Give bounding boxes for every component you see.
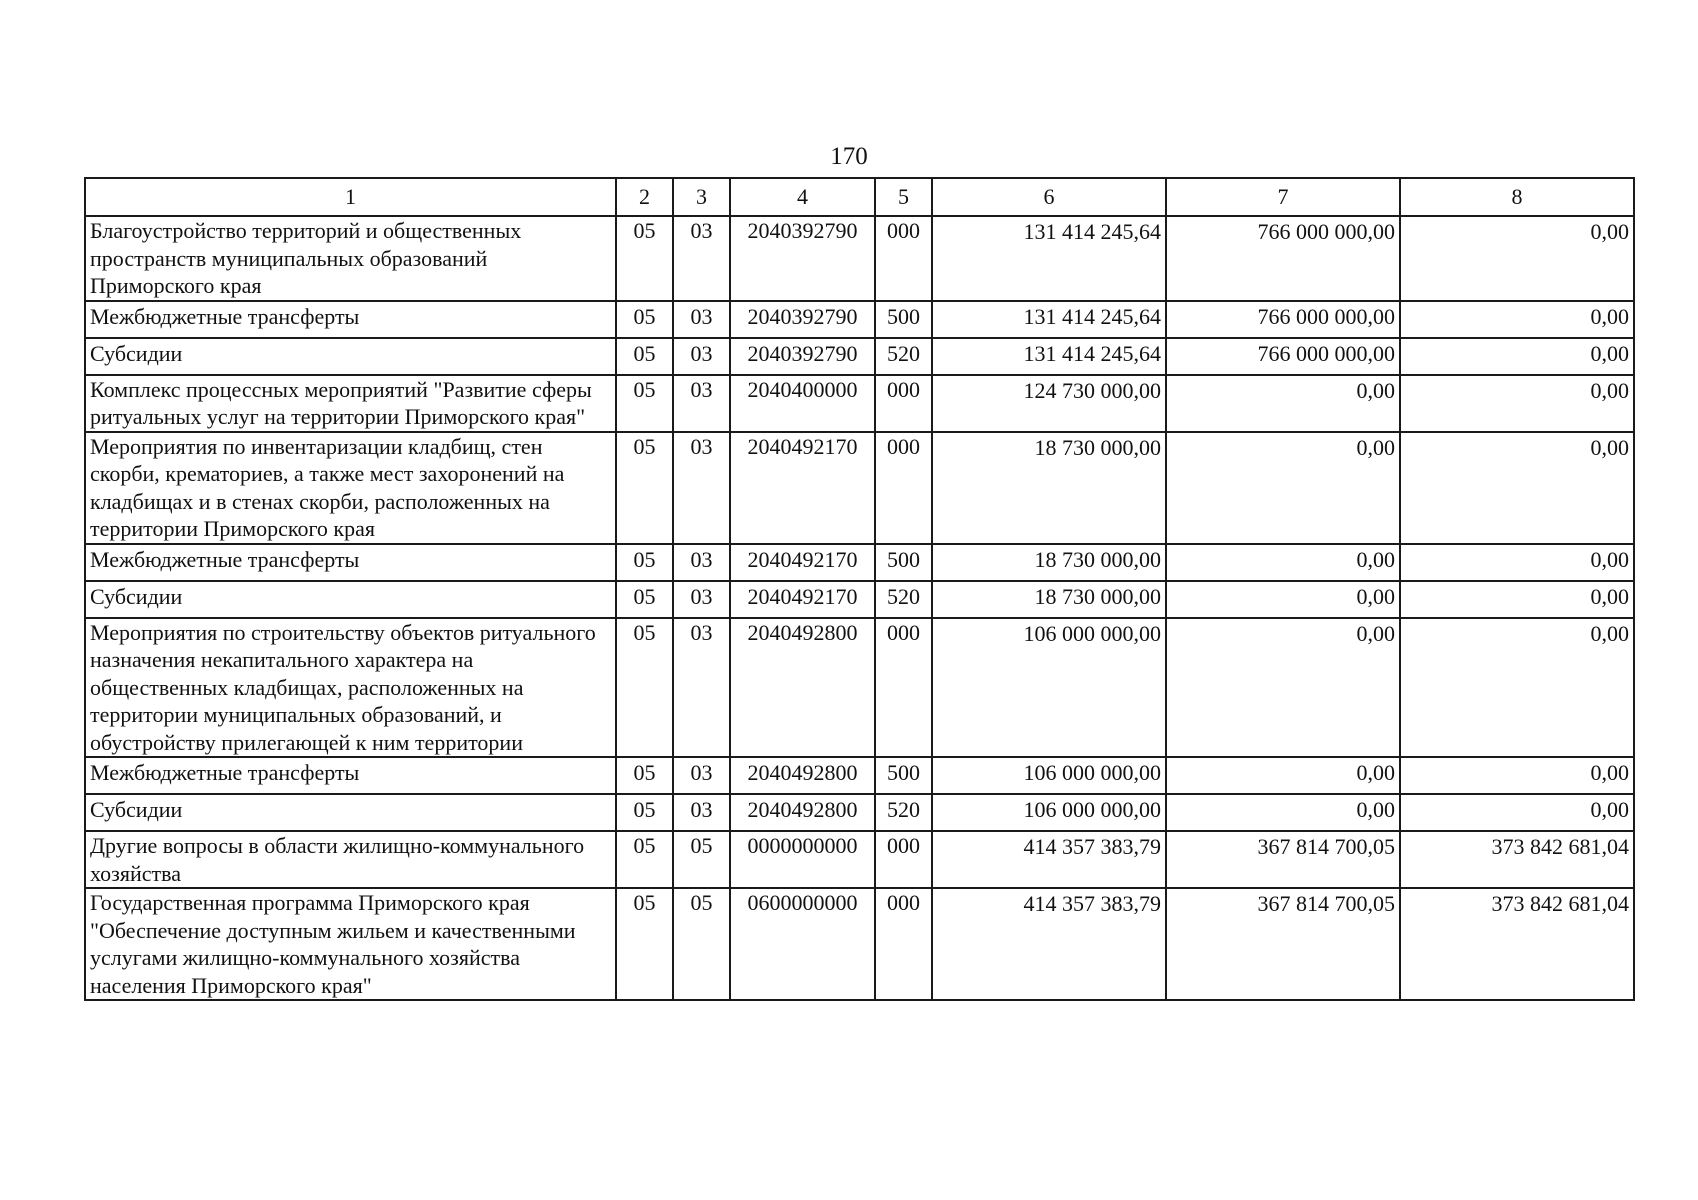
expense-type-code: 000 xyxy=(875,618,932,758)
table-row xyxy=(85,338,1634,375)
section-code: 05 xyxy=(616,831,673,888)
row-name: Благоустройство территорий и общественных пространств муниципальных образований Приморского края xyxy=(85,216,616,301)
table-row xyxy=(85,618,1634,758)
table-row xyxy=(85,794,1634,831)
amount-col8: 0,00 xyxy=(1400,338,1634,375)
amount-col6: 414 357 383,79 xyxy=(932,831,1166,888)
subsection-code: 05 xyxy=(673,888,730,1000)
subsection-code: 03 xyxy=(673,432,730,544)
row-name: Субсидии xyxy=(85,338,616,375)
amount-col8: 0,00 xyxy=(1400,544,1634,581)
header-cell: 8 xyxy=(1400,178,1634,216)
amount-col8: 0,00 xyxy=(1400,757,1634,794)
row-name: Межбюджетные трансферты xyxy=(85,301,616,338)
target-article-code: 2040392790 xyxy=(730,301,875,338)
subsection-code: 03 xyxy=(673,544,730,581)
table-row xyxy=(85,831,1634,888)
row-name: Межбюджетные трансферты xyxy=(85,757,616,794)
amount-col6: 131 414 245,64 xyxy=(932,216,1166,301)
row-name: Мероприятия по инвентаризации кладбищ, стен скорби, крематориев, а также мест захоронений на кладбищах и в стенах скорби, расположенных на территории Приморского края xyxy=(85,432,616,544)
header-cell: 6 xyxy=(932,178,1166,216)
amount-col6: 131 414 245,64 xyxy=(932,338,1166,375)
section-code: 05 xyxy=(616,544,673,581)
amount-col7: 0,00 xyxy=(1166,375,1400,432)
amount-col6: 106 000 000,00 xyxy=(932,618,1166,758)
section-code: 05 xyxy=(616,432,673,544)
amount-col6: 18 730 000,00 xyxy=(932,581,1166,618)
amount-col8: 373 842 681,04 xyxy=(1400,888,1634,1000)
amount-col7: 0,00 xyxy=(1166,432,1400,544)
target-article-code: 0600000000 xyxy=(730,888,875,1000)
section-code: 05 xyxy=(616,794,673,831)
target-article-code: 2040492800 xyxy=(730,757,875,794)
amount-col7: 0,00 xyxy=(1166,544,1400,581)
amount-col6: 18 730 000,00 xyxy=(932,544,1166,581)
subsection-code: 03 xyxy=(673,216,730,301)
amount-col6: 131 414 245,64 xyxy=(932,301,1166,338)
expense-type-code: 000 xyxy=(875,432,932,544)
section-code: 05 xyxy=(616,888,673,1000)
target-article-code: 2040392790 xyxy=(730,338,875,375)
amount-col7: 0,00 xyxy=(1166,618,1400,758)
header-cell: 7 xyxy=(1166,178,1400,216)
subsection-code: 03 xyxy=(673,757,730,794)
expense-type-code: 500 xyxy=(875,544,932,581)
expense-type-code: 520 xyxy=(875,581,932,618)
header-cell: 3 xyxy=(673,178,730,216)
table-row xyxy=(85,757,1634,794)
amount-col6: 106 000 000,00 xyxy=(932,794,1166,831)
target-article-code: 2040492170 xyxy=(730,432,875,544)
amount-col7: 367 814 700,05 xyxy=(1166,831,1400,888)
table-row xyxy=(85,581,1634,618)
row-name: Межбюджетные трансферты xyxy=(85,544,616,581)
section-code: 05 xyxy=(616,375,673,432)
amount-col7: 0,00 xyxy=(1166,581,1400,618)
section-code: 05 xyxy=(616,618,673,758)
header-cell: 1 xyxy=(85,178,616,216)
amount-col8: 0,00 xyxy=(1400,581,1634,618)
row-name: Другие вопросы в области жилищно-коммунального хозяйства xyxy=(85,831,616,888)
amount-col6: 414 357 383,79 xyxy=(932,888,1166,1000)
section-code: 05 xyxy=(616,216,673,301)
expense-type-code: 520 xyxy=(875,338,932,375)
expense-type-code: 000 xyxy=(875,888,932,1000)
amount-col6: 124 730 000,00 xyxy=(932,375,1166,432)
subsection-code: 03 xyxy=(673,375,730,432)
section-code: 05 xyxy=(616,301,673,338)
subsection-code: 03 xyxy=(673,301,730,338)
expense-type-code: 520 xyxy=(875,794,932,831)
row-name: Субсидии xyxy=(85,794,616,831)
table-row xyxy=(85,301,1634,338)
row-name: Субсидии xyxy=(85,581,616,618)
table-row xyxy=(85,216,1634,301)
amount-col6: 18 730 000,00 xyxy=(932,432,1166,544)
target-article-code: 0000000000 xyxy=(730,831,875,888)
section-code: 05 xyxy=(616,338,673,375)
amount-col7: 766 000 000,00 xyxy=(1166,338,1400,375)
page-number: 170 xyxy=(830,143,868,170)
header-cell: 2 xyxy=(616,178,673,216)
subsection-code: 05 xyxy=(673,831,730,888)
header-cell: 5 xyxy=(875,178,932,216)
table-row xyxy=(85,432,1634,544)
subsection-code: 03 xyxy=(673,338,730,375)
expense-type-code: 500 xyxy=(875,757,932,794)
amount-col7: 766 000 000,00 xyxy=(1166,216,1400,301)
target-article-code: 2040492800 xyxy=(730,794,875,831)
row-name: Мероприятия по строительству объектов ритуального назначения некапитального характера на общественных кладбищах, расположенных на территории муниципальных образований, и обустройству прилегающей к ним территории xyxy=(85,618,616,758)
expense-type-code: 000 xyxy=(875,831,932,888)
row-name: Комплекс процессных мероприятий "Развитие сферы ритуальных услуг на территории Приморского края" xyxy=(85,375,616,432)
target-article-code: 2040492170 xyxy=(730,544,875,581)
section-code: 05 xyxy=(616,581,673,618)
target-article-code: 2040492800 xyxy=(730,618,875,758)
header-row xyxy=(85,178,1634,216)
amount-col7: 0,00 xyxy=(1166,794,1400,831)
row-name: Государственная программа Приморского края "Обеспечение доступным жильем и качественными услугами жилищно-коммунального хозяйства населения Приморского края" xyxy=(85,888,616,1000)
amount-col8: 0,00 xyxy=(1400,375,1634,432)
amount-col6: 106 000 000,00 xyxy=(932,757,1166,794)
amount-col8: 0,00 xyxy=(1400,301,1634,338)
amount-col7: 367 814 700,05 xyxy=(1166,888,1400,1000)
table-row xyxy=(85,375,1634,432)
table-row xyxy=(85,544,1634,581)
subsection-code: 03 xyxy=(673,618,730,758)
budget-table xyxy=(84,177,1635,1001)
amount-col8: 0,00 xyxy=(1400,432,1634,544)
amount-col8: 0,00 xyxy=(1400,618,1634,758)
target-article-code: 2040492170 xyxy=(730,581,875,618)
amount-col7: 766 000 000,00 xyxy=(1166,301,1400,338)
table-row xyxy=(85,888,1634,1000)
expense-type-code: 000 xyxy=(875,375,932,432)
section-code: 05 xyxy=(616,757,673,794)
amount-col8: 0,00 xyxy=(1400,794,1634,831)
expense-type-code: 000 xyxy=(875,216,932,301)
amount-col8: 0,00 xyxy=(1400,216,1634,301)
subsection-code: 03 xyxy=(673,794,730,831)
amount-col8: 373 842 681,04 xyxy=(1400,831,1634,888)
header-cell: 4 xyxy=(730,178,875,216)
amount-col7: 0,00 xyxy=(1166,757,1400,794)
target-article-code: 2040392790 xyxy=(730,216,875,301)
expense-type-code: 500 xyxy=(875,301,932,338)
subsection-code: 03 xyxy=(673,581,730,618)
target-article-code: 2040400000 xyxy=(730,375,875,432)
